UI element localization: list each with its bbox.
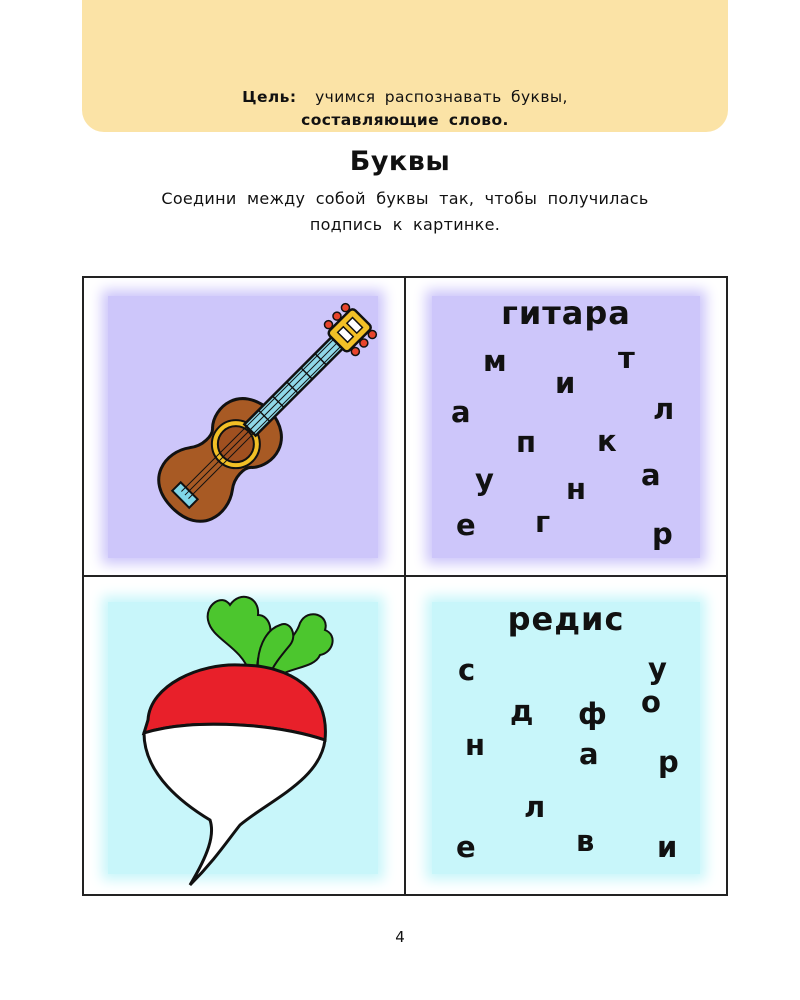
letter-tile[interactable]: в bbox=[576, 824, 595, 858]
letter-tile[interactable]: д bbox=[510, 694, 534, 728]
letter-tile[interactable]: е bbox=[456, 830, 476, 864]
goal-text bbox=[82, 86, 728, 132]
letter-tile[interactable]: п bbox=[516, 425, 537, 459]
letter-tile[interactable]: р bbox=[652, 517, 673, 551]
letter-tile[interactable]: ф bbox=[578, 697, 607, 731]
letter-tile[interactable]: л bbox=[524, 790, 546, 824]
letter-tile[interactable]: т bbox=[618, 341, 635, 375]
instruction-line-1: Соедини между собой буквы так, чтобы получилась bbox=[161, 189, 649, 208]
letter-tile[interactable]: н bbox=[566, 472, 587, 506]
letter-tile[interactable]: г bbox=[535, 505, 551, 539]
letter-tile[interactable]: л bbox=[653, 392, 675, 426]
letter-tile[interactable]: р bbox=[658, 745, 679, 779]
goal-label: Цель: bbox=[242, 88, 297, 106]
letter-tile[interactable]: а bbox=[579, 737, 599, 771]
letter-tile[interactable]: м bbox=[483, 344, 507, 378]
letter-tile[interactable]: н bbox=[465, 728, 486, 762]
letter-tile[interactable]: с bbox=[458, 653, 476, 687]
instruction bbox=[120, 186, 690, 238]
guitar-icon bbox=[100, 290, 390, 560]
letter-tile[interactable]: у bbox=[475, 463, 494, 497]
instruction-line-2: подпись к картинке. bbox=[309, 215, 501, 234]
word-guitar: гитара bbox=[501, 294, 631, 332]
radish-icon bbox=[130, 585, 340, 885]
grid-divider-vertical bbox=[404, 276, 406, 896]
letter-tile[interactable]: и bbox=[657, 830, 678, 864]
page-number: 4 bbox=[395, 928, 405, 946]
letter-tile[interactable]: у bbox=[648, 652, 667, 686]
letter-tile[interactable]: и bbox=[555, 366, 576, 400]
letter-tile[interactable]: а bbox=[641, 458, 661, 492]
letter-tile[interactable]: о bbox=[641, 685, 661, 719]
word-radish: редис bbox=[507, 600, 625, 638]
goal-line-1: учимся распознавать буквы, bbox=[315, 88, 568, 106]
letter-tile[interactable]: а bbox=[451, 395, 471, 429]
letter-tile[interactable]: к bbox=[597, 424, 617, 458]
grid-divider-horizontal bbox=[82, 575, 728, 577]
goal-line-2: составляющие слово. bbox=[301, 111, 509, 129]
page-title: Буквы bbox=[349, 146, 451, 177]
letter-tile[interactable]: е bbox=[456, 508, 476, 542]
